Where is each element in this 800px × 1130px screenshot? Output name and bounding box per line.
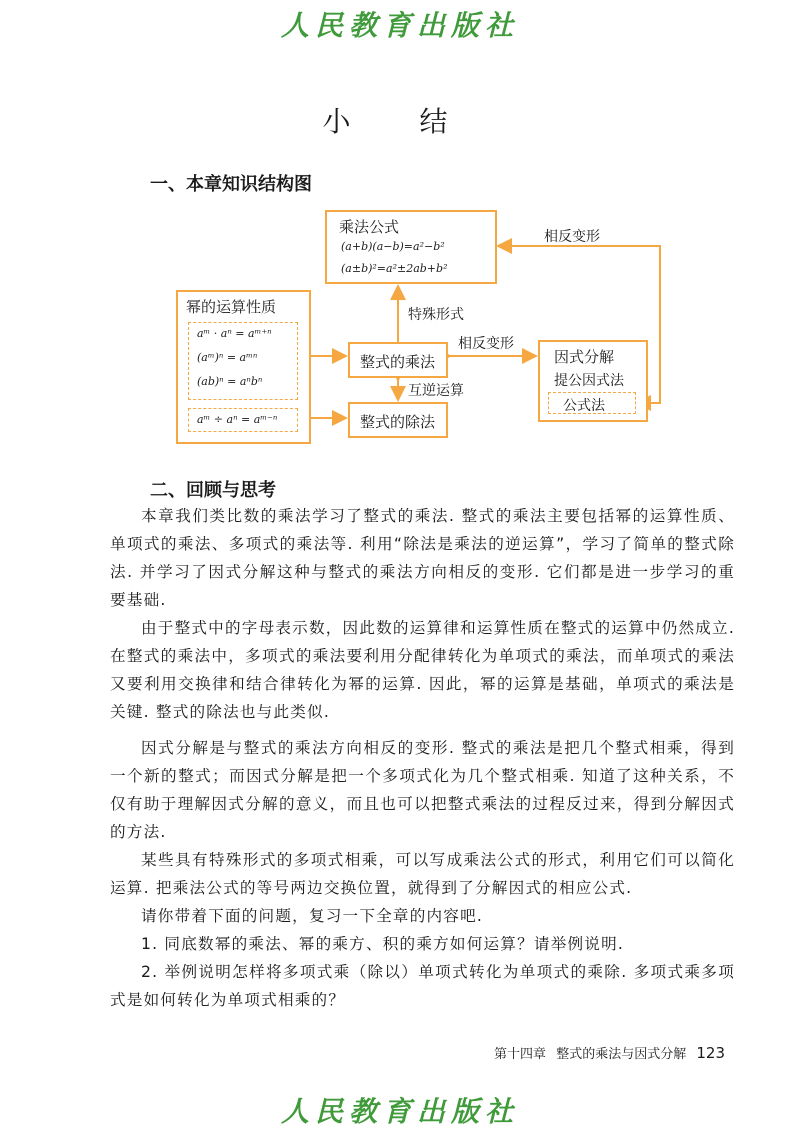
section1-heading: 一、本章知识结构图	[150, 174, 312, 195]
page-title: 小 结	[322, 105, 478, 138]
poly-division-label: 整式的除法	[360, 413, 436, 431]
power-rules-dashed-box	[188, 322, 298, 400]
section2-heading: 二、回顾与思考	[150, 480, 276, 501]
paragraph-4: 某些具有特殊形式的多项式相乘，可以写成乘法公式的形式，利用它们可以简化运算. 把乘法公式的等号两边交换位置，就得到了分解因式的相应公式.	[110, 851, 735, 897]
publisher-logo-top: 人民教育出版社	[280, 9, 519, 42]
question-1: 1. 同底数幂的乘法、幂的乘方、积的乘方如何运算？请举例说明.	[141, 935, 625, 953]
multiplication-formulas-box	[325, 210, 497, 284]
poly-multiplication-label: 整式的乘法	[360, 353, 436, 371]
factorization-method-common-factor: 提公因式法	[554, 373, 624, 389]
formula-method-dashed-box	[548, 392, 636, 414]
power-rule-power: (aᵐ)ⁿ = aᵐⁿ	[197, 351, 258, 364]
multiplication-formulas-title: 乘法公式	[339, 218, 400, 236]
power-properties-title: 幂的运算性质	[186, 298, 277, 316]
publisher-logo-bottom: 人民教育出版社	[280, 1095, 519, 1128]
poly-multiplication-box	[348, 342, 448, 378]
factorization-title: 因式分解	[554, 348, 615, 366]
question-2: 2. 举例说明怎样将多项式乘（除以）单项式转化为单项式的乘除. 多项式乘多项式是如何转化为单项式相乘的？	[110, 963, 735, 1009]
paragraph-1: 本章我们类比数的乘法学习了整式的乘法. 整式的乘法主要包括幂的运算性质、单项式的乘法、多项式的乘法等. 利用“除法是乘法的逆运算”，学习了简单的整式除法. 并学习了因式分解这种与整式的乘法方向相反的变形. 它们都是进一步学习的重要基础.	[110, 507, 735, 609]
division-rule-dashed-box	[188, 408, 298, 432]
formula-difference-of-squares: (a+b)(a−b)=a²−b²	[341, 240, 445, 253]
power-rule-quotient: aᵐ ÷ aⁿ = aᵐ⁻ⁿ	[197, 413, 278, 426]
page-footer	[488, 1043, 725, 1062]
label-special-form: 特殊形式	[408, 307, 464, 323]
factorization-method-formula: 公式法	[563, 398, 605, 414]
knowledge-structure-diagram	[0, 0, 800, 460]
factorization-box	[538, 340, 648, 422]
label-inverse-ops: 互逆运算	[408, 383, 464, 399]
poly-division-box	[348, 402, 448, 438]
footer-chapter-title: 整式的乘法与因式分解	[556, 1047, 687, 1062]
power-rule-product-power: (ab)ⁿ = aⁿbⁿ	[197, 375, 263, 388]
paragraph-2: 由于整式中的字母表示数，因此数的运算律和运算性质在整式的运算中仍然成立. 在整式的乘法中，多项式的乘法要利用分配律转化为单项式的乘法，而单项式的乘法又要利用交换律和结合律转化为幂的运算. 因此，幂的运算是基础，单项式的乘法是关键. 整式的除法也与此类似.	[110, 619, 735, 721]
paragraph-3: 因式分解是与整式的乘法方向相反的变形. 整式的乘法是把几个整式相乘，得到一个新的整式；而因式分解是把一个多项式化为几个整式相乘. 知道了这种关系，不仅有助于理解因式分解的意义，而且也可以把整式乘法的过程反过来，得到分解因式的方法.	[110, 739, 735, 841]
power-rule-product: aᵐ · aⁿ = aᵐ⁺ⁿ	[197, 327, 272, 340]
paragraph-5: 请你带着下面的问题，复习一下全章的内容吧.	[141, 907, 484, 925]
footer-chapter: 第十四章	[494, 1047, 547, 1062]
footer-page-number: 123	[696, 1044, 725, 1062]
formula-perfect-square: (a±b)²=a²±2ab+b²	[341, 262, 448, 275]
power-properties-box	[176, 290, 311, 444]
label-inverse-mid: 相反变形	[458, 336, 514, 352]
label-inverse-top: 相反变形	[544, 229, 600, 245]
